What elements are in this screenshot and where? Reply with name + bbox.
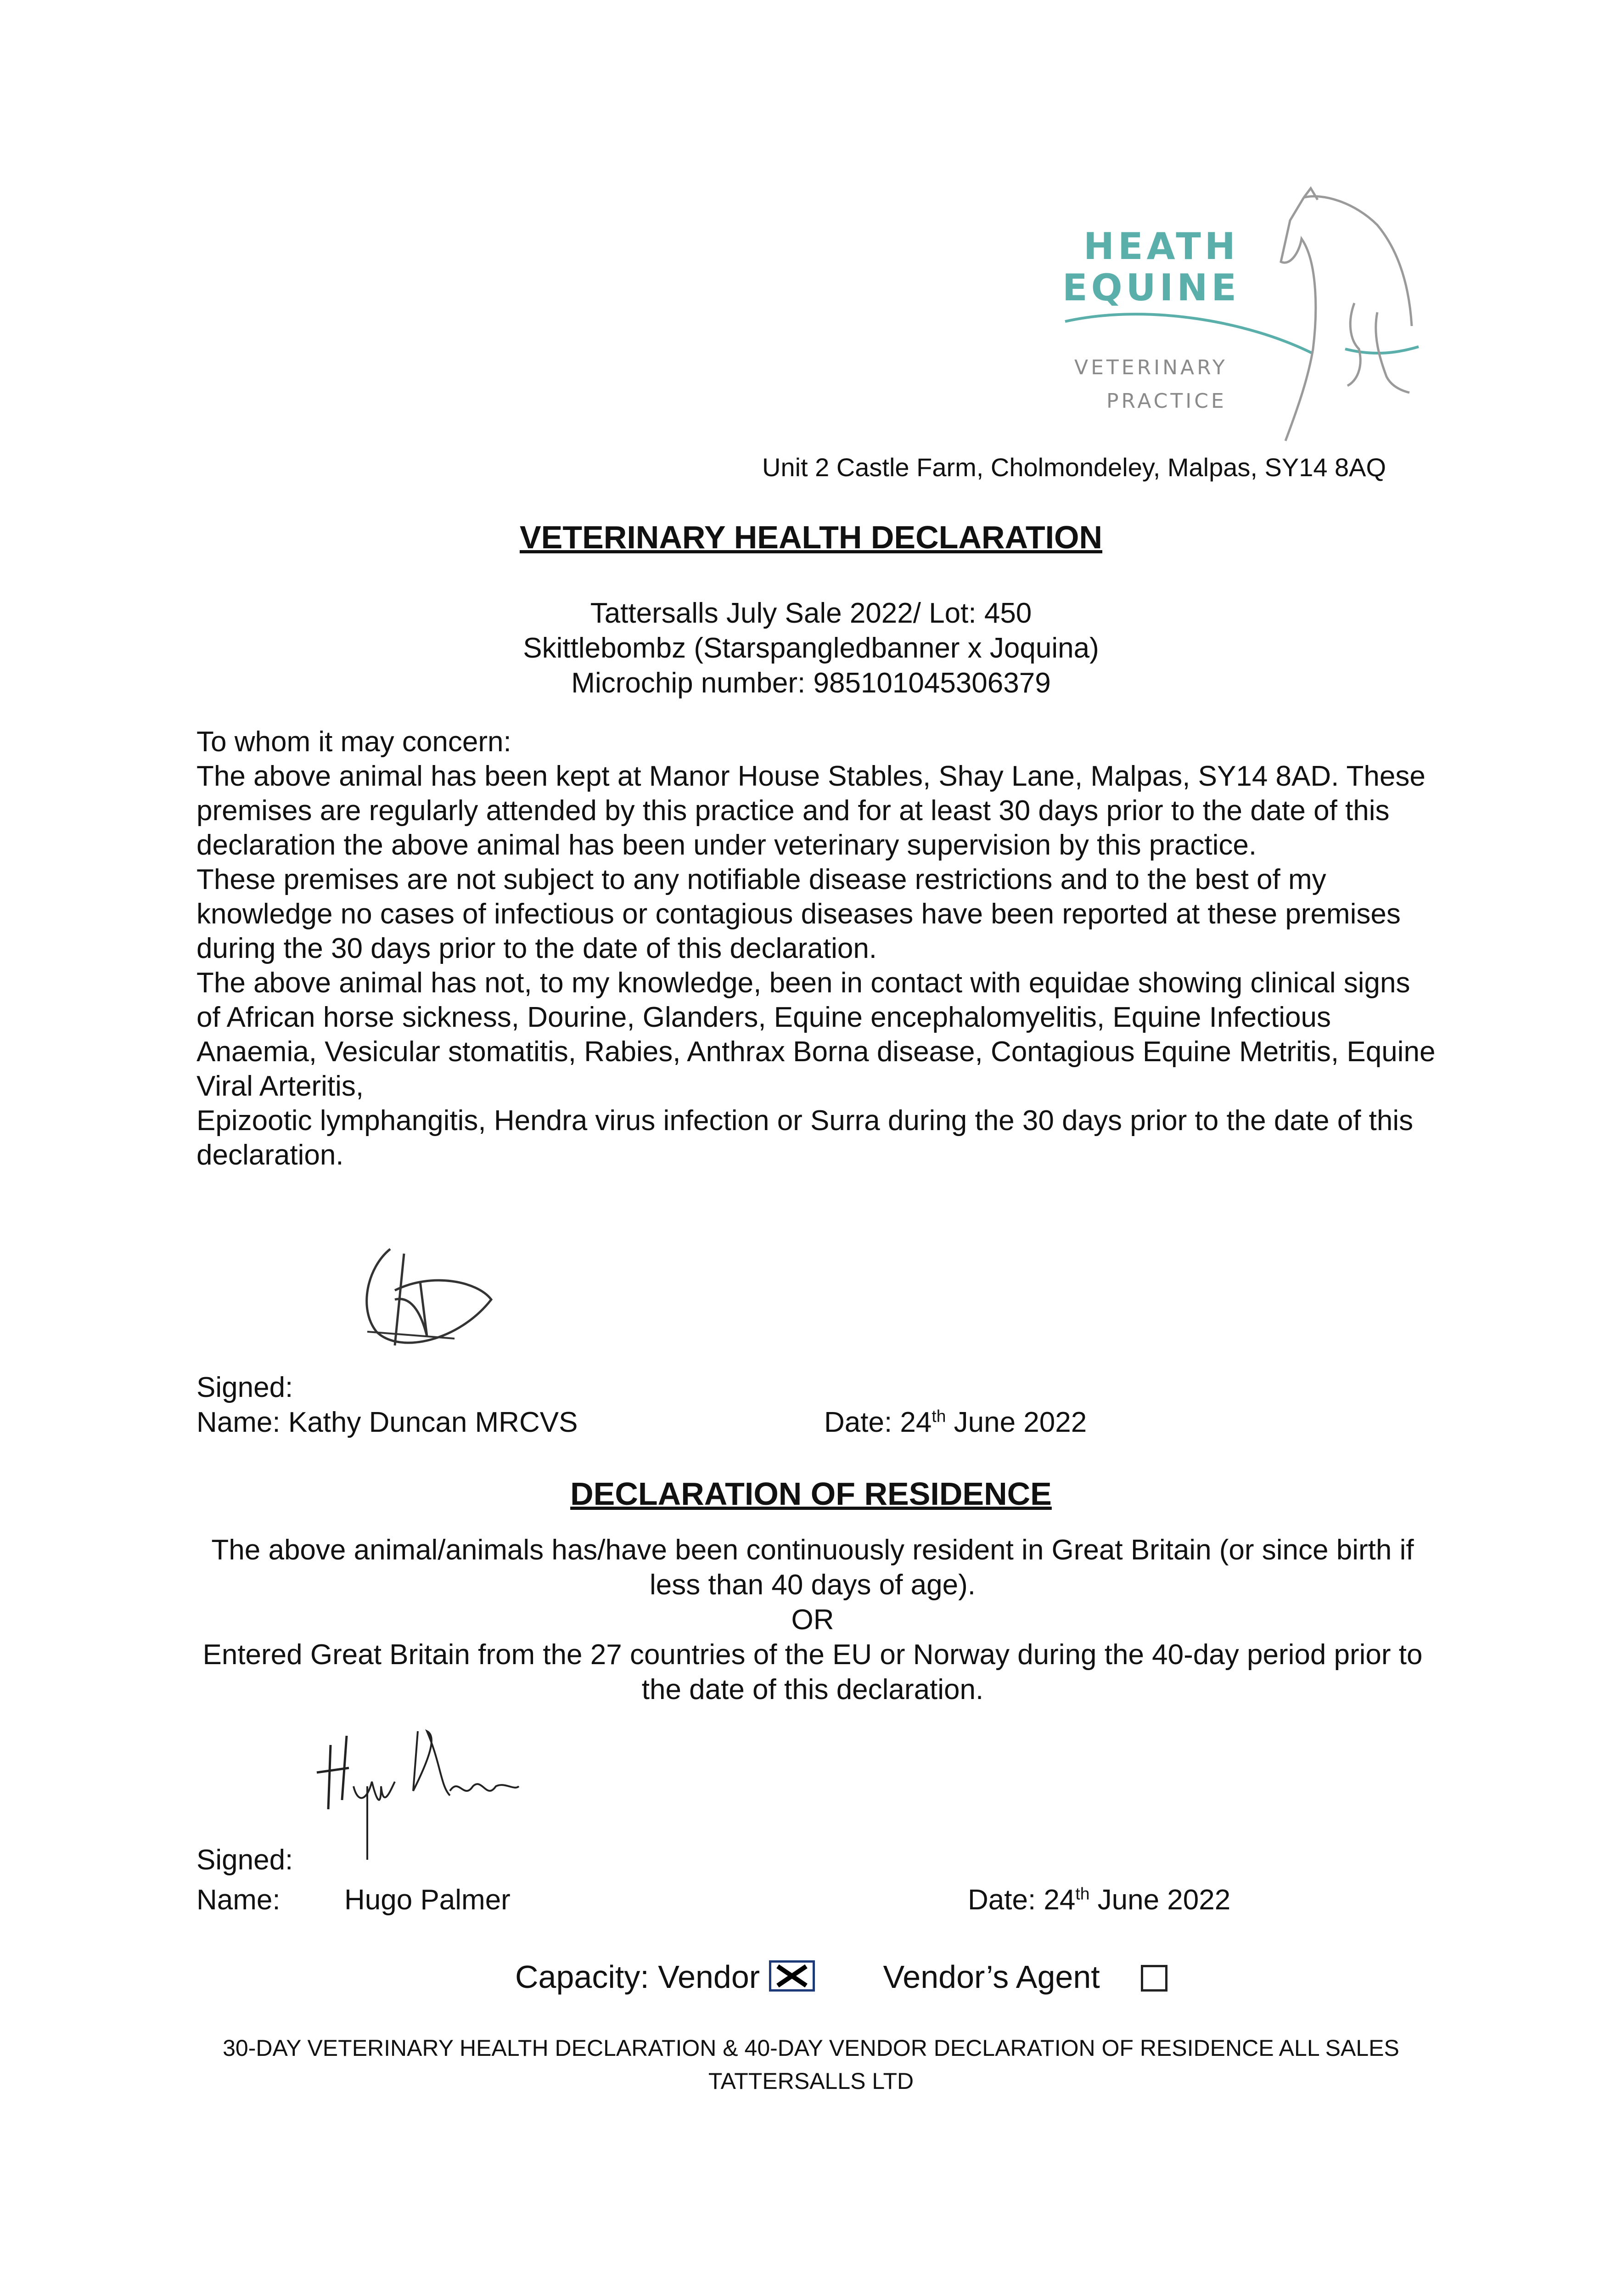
vendor-date xyxy=(968,1884,1230,1916)
capacity-vendor-label: Capacity: Vendor xyxy=(515,1959,760,1995)
logo-text-equine: EQUINE xyxy=(1062,266,1240,309)
sale-line: Tattersalls July Sale 2022/ Lot: 450 xyxy=(590,597,1032,629)
vet-date-prefix: Date: 24 xyxy=(824,1407,932,1438)
vet-date-ordinal: th xyxy=(932,1406,946,1426)
horse-line: Skittlebombz (Starspangledbanner x Joquina) xyxy=(523,632,1099,664)
vendor-signed-label: Signed: xyxy=(196,1844,293,1876)
vet-name: Name: Kathy Duncan MRCVS xyxy=(196,1407,578,1438)
microchip-line: Microchip number: 985101045306379 xyxy=(571,667,1051,699)
body-paragraph: Epizootic lymphangitis, Hendra virus infection or Surra during the 30 days prior to the date of this declaration. xyxy=(196,1105,1414,1171)
vendor-name-label: Name: xyxy=(196,1884,281,1916)
vendors-agent-checkbox[interactable] xyxy=(1141,1965,1167,1992)
vendor-date-ordinal: th xyxy=(1075,1884,1090,1903)
capacity-row xyxy=(515,1958,1167,1995)
vendor-name: Hugo Palmer xyxy=(344,1884,511,1916)
health-declaration-body xyxy=(196,725,1436,1172)
practice-address: Unit 2 Castle Farm, Cholmondeley, Malpas, SY14 8AQ xyxy=(762,453,1386,482)
residence-statement-2: Entered Great Britain from the 27 countries of the EU or Norway during the 40-day period prior to the date of this declaration. xyxy=(202,1639,1423,1705)
body-paragraph: The above animal has been kept at Manor House Stables, Shay Lane, Malpas, SY14 8AD. These premises are regularly attended by this practice and for at least 30 days prior to the date of this declaration the above animal has been under veterinary supervision by this practice. xyxy=(196,760,1426,861)
checkbox-cross-icon xyxy=(771,1963,813,1989)
residence-or: OR xyxy=(791,1604,834,1636)
footer-line-2: TATTERSALLS LTD xyxy=(708,2068,914,2094)
logo-text-practice: PRACTICE xyxy=(1106,389,1227,413)
horse-icon xyxy=(1249,184,1432,455)
document-footer xyxy=(0,2032,1622,2098)
vet-date-suffix: June 2022 xyxy=(946,1407,1087,1438)
practice-logo xyxy=(1056,184,1423,459)
body-paragraph: The above animal has not, to my knowledge, been in contact with equidae showing clinical signs of African horse sickness, Dourine, Glanders, Equine encephalomyelitis, Equine Infectious Anaemia, Vesicular stomatitis, Rabies, Anthrax Borna disease, Contagious Equine Metritis, Equine Viral Arteritis, xyxy=(196,967,1436,1102)
residence-statement-1: The above animal/animals has/have been continuously resident in Great Britain (or since birth if less than 40 days of age). xyxy=(211,1534,1414,1601)
health-declaration-title: VETERINARY HEALTH DECLARATION xyxy=(519,519,1103,555)
footer-line-1: 30-DAY VETERINARY HEALTH DECLARATION & 40-DAY VENDOR DECLARATION OF RESIDENCE ALL SALES xyxy=(223,2035,1399,2061)
vet-signature-image xyxy=(340,1240,505,1368)
logo-text-veterinary: VETERINARY xyxy=(1074,356,1228,379)
logo-text-heath: HEATH xyxy=(1083,225,1239,268)
residence-declaration-body xyxy=(197,1533,1428,1707)
body-paragraph: These premises are not subject to any notifiable disease restrictions and to the best of my knowledge no cases of infectious or contagious diseases have been reported at these premises during the 30 days prior to the date of this declaration. xyxy=(196,864,1401,964)
residence-declaration-title: DECLARATION OF RESIDENCE xyxy=(570,1476,1052,1512)
vendor-signature-image xyxy=(303,1717,523,1869)
vendor-checkbox[interactable] xyxy=(769,1960,815,1992)
vet-signed-label: Signed: xyxy=(196,1372,293,1403)
vet-date xyxy=(824,1406,1087,1439)
vendor-date-suffix: June 2022 xyxy=(1089,1884,1231,1916)
salutation: To whom it may concern: xyxy=(196,726,511,758)
capacity-agent-label: Vendor’s Agent xyxy=(883,1959,1100,1995)
vendor-date-prefix: Date: 24 xyxy=(968,1884,1076,1916)
sale-details xyxy=(0,596,1622,701)
